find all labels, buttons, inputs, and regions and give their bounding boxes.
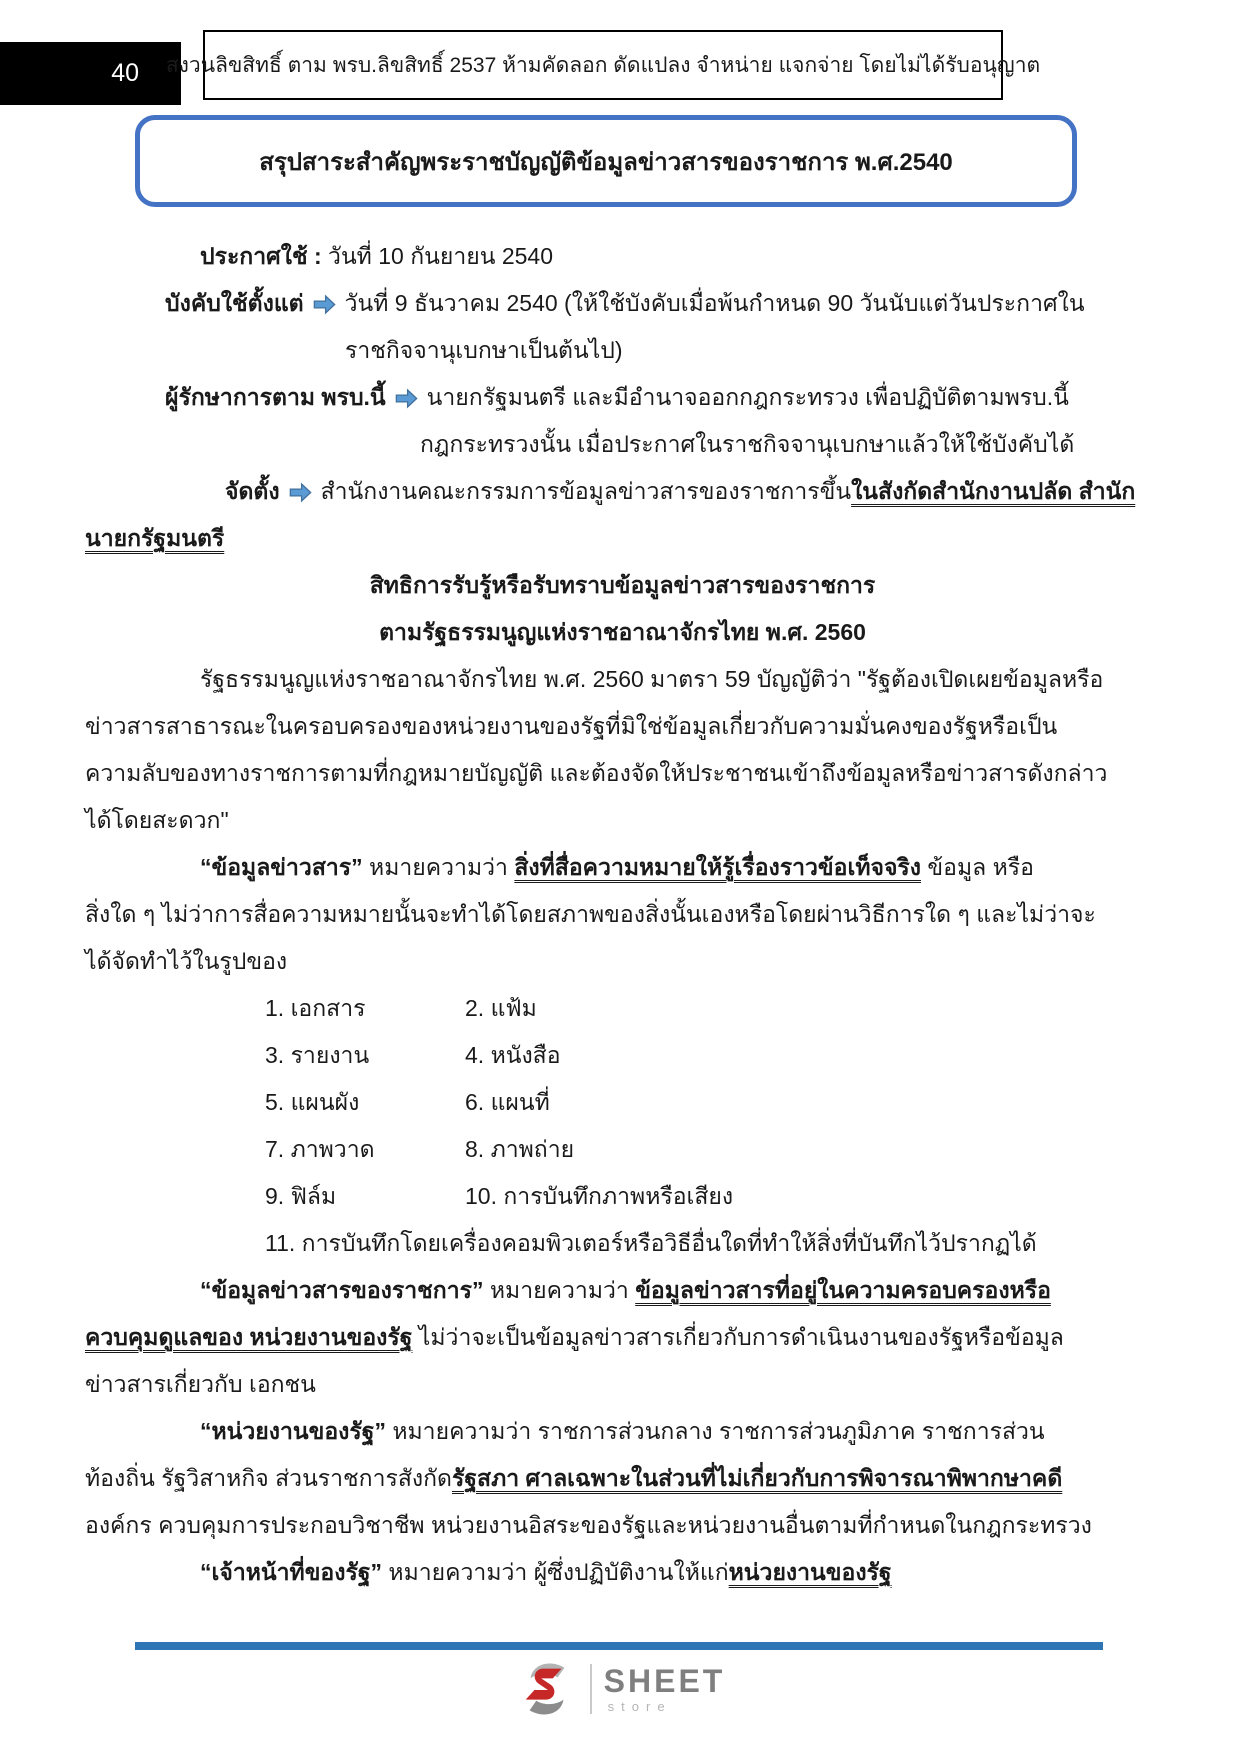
body-line — [85, 750, 1160, 797]
text-run: องค์กร ควบคุมการประกอบวิชาชีพ หน่วยงานอิสระของรัฐและหน่วยงานอื่นตามที่กำหนดในกฎกระทรวง — [85, 1512, 1092, 1538]
list-item: 8. ภาพถ่าย — [465, 1136, 575, 1162]
logo-brand-subtext: store — [607, 1699, 672, 1714]
text-run: รัฐสภา ศาลเฉพาะในส่วนที่ไม่เกี่ยวกับการพิจารณาพิพากษาคดี — [452, 1465, 1063, 1491]
body-line — [85, 327, 1160, 374]
text-run: หน่วยงานของรัฐ — [728, 1559, 892, 1585]
logo-text — [604, 1665, 726, 1713]
list-item: 5. แผนผัง — [265, 1089, 360, 1115]
text-run: “หน่วยงานของรัฐ” — [200, 1418, 386, 1444]
body-line — [85, 421, 1160, 468]
page-number: 40 — [111, 59, 139, 87]
body-line — [85, 1126, 1160, 1173]
text-run: บังคับใช้ตั้งแต่ — [165, 290, 304, 316]
logo-divider — [590, 1664, 592, 1714]
arrow-right-icon — [287, 479, 314, 506]
text-run: สิ่งใด ๆ ไม่ว่าการสื่อความหมายนั้นจะทำได้โดยสภาพของสิ่งนั้นเองหรือโดยผ่านวิธีการใด ๆ และไม่ว่าจะ — [85, 901, 1096, 927]
list-item: 3. รายงาน — [265, 1042, 370, 1068]
body-line — [85, 1032, 1160, 1079]
text-run: รัฐธรรมนูญแห่งราชอาณาจักรไทย พ.ศ. 2560 มาตรา 59 บัญญัติว่า "รัฐต้องเปิดเผยข้อมูลหรือ — [200, 666, 1104, 692]
text-run: ข่าวสารสาธารณะในครอบครองของหน่วยงานของรัฐที่มิใช่ข้อมูลเกี่ยวกับความมั่นคงของรัฐหรือเป็น — [85, 713, 1058, 739]
text-run: ท้องถิ่น รัฐวิสาหกิจ ส่วนราชการสังกัด — [85, 1465, 452, 1491]
arrow-right-icon — [393, 385, 420, 412]
text-run: สำนักงานคณะกรรมการข้อมูลข่าวสารของราชการขึ้น — [320, 478, 852, 504]
list-item: 10. การบันทึกภาพหรือเสียง — [465, 1183, 734, 1209]
text-run: หมายความว่า ผู้ซึ่งปฏิบัติงานให้แก่ — [382, 1559, 729, 1585]
text-run: ไม่ว่าจะเป็นข้อมูลข่าวสารเกี่ยวกับการดำเนินงานของรัฐหรือข้อมูล — [412, 1324, 1064, 1350]
page-number-box — [0, 42, 181, 105]
text-run: ในสังกัดสำนักงานปลัด สำนัก — [851, 478, 1136, 504]
text-run: จัดตั้ง — [225, 478, 280, 504]
body-line — [85, 233, 1160, 280]
text-run: ข้อมูลข่าวสารที่อยู่ในความครอบครองหรือ — [635, 1277, 1051, 1303]
list-item: 4. หนังสือ — [465, 1042, 561, 1068]
list-item: 2. แฟ้ม — [465, 995, 537, 1021]
text-run: ข่าวสารเกี่ยวกับ เอกชน — [85, 1371, 316, 1397]
text-run: “เจ้าหน้าที่ของรัฐ” — [200, 1559, 383, 1585]
text-run: ประกาศใช้ : — [200, 243, 329, 269]
body-line — [85, 797, 1160, 844]
body-line — [85, 1267, 1160, 1314]
text-run: ได้จัดทำไว้ในรูปของ — [85, 948, 288, 974]
text-run: หมายความว่า — [362, 854, 515, 880]
text-run: สิทธิการรับรู้หรือรับทราบข้อมูลข่าวสารของราชการ — [369, 572, 876, 598]
document-body — [85, 233, 1160, 1596]
text-run: 11. การบันทึกโดยเครื่องคอมพิวเตอร์หรือวิธีอื่นใดที่ทำให้สิ่งที่บันทึกไว้ปรากฏได้ — [265, 1230, 1037, 1256]
body-line — [85, 938, 1160, 985]
body-line — [85, 656, 1160, 703]
page-title: สรุปสาระสำคัญพระราชบัญญัติข้อมูลข่าวสารของราชการ พ.ศ.2540 — [259, 148, 953, 176]
text-run: ได้โดยสะดวก" — [85, 807, 229, 833]
body-line — [85, 515, 1160, 562]
body-line — [85, 985, 1160, 1032]
logo-brand-text: SHEET — [603, 1663, 726, 1699]
body-line — [85, 1549, 1160, 1596]
body-line — [85, 1314, 1160, 1361]
body-line — [85, 562, 1160, 609]
body-line — [85, 609, 1160, 656]
list-item: 7. ภาพวาด — [265, 1136, 375, 1162]
body-line — [85, 374, 1160, 421]
text-run: กฎกระทรวงนั้น เมื่อประกาศในราชกิจจานุเบกษาแล้วให้ใช้บังคับได้ — [420, 431, 1075, 457]
text-run: หมายความว่า ราชการส่วนกลาง ราชการส่วนภูมิภาค ราชการส่วน — [385, 1418, 1045, 1444]
text-run: นายกรัฐมนตรี — [85, 525, 225, 551]
body-line — [85, 1502, 1160, 1549]
text-run: “ข้อมูลข่าวสารของราชการ” — [200, 1277, 484, 1303]
text-run: ผู้รักษาการตาม พรบ.นี้ — [165, 384, 386, 410]
body-line — [85, 468, 1160, 515]
copyright-notice-box — [165, 30, 1041, 100]
body-line — [85, 1173, 1160, 1220]
list-item: 1. เอกสาร — [265, 995, 366, 1021]
text-run: สิ่งที่สื่อความหมายให้รู้เรื่องราวข้อเท็จจริง — [514, 854, 922, 880]
text-run: ควบคุมดูแลของ หน่วยงานของรัฐ — [85, 1324, 413, 1350]
title-box — [135, 115, 1077, 207]
text-run: ความลับของทางราชการตามที่กฎหมายบัญญัติ และต้องจัดให้ประชาชนเข้าถึงข้อมูลหรือข่าวสารดังกล่าว — [85, 760, 1108, 786]
body-line — [85, 1079, 1160, 1126]
text-run: ตามรัฐธรรมนูญแห่งราชอาณาจักรไทย พ.ศ. 2560 — [379, 619, 866, 645]
text-run: นายกรัฐมนตรี และมีอำนาจออกกฎกระทรวง เพื่อปฏิบัติตามพรบ.นี้ — [426, 384, 1069, 410]
arrow-right-icon — [311, 291, 338, 318]
text-run: “ข้อมูลข่าวสาร” — [200, 854, 363, 880]
list-item: 6. แผนที่ — [465, 1089, 550, 1115]
body-line — [85, 844, 1160, 891]
body-line — [85, 1361, 1160, 1408]
body-line — [85, 1455, 1160, 1502]
body-line — [85, 1408, 1160, 1455]
copyright-text: สงวนลิขสิทธิ์ ตาม พรบ.ลิขสิทธิ์ 2537 ห้ามคัดลอก ดัดแปลง จำหน่าย แจกจ่าย โดยไม่ได้รับอนุญาต — [165, 53, 1041, 77]
logo-s-icon — [516, 1658, 578, 1720]
body-line — [85, 1220, 1160, 1267]
text-run: วันที่ 10 กันยายน 2540 — [328, 243, 553, 269]
body-line — [85, 703, 1160, 750]
sheet-store-logo — [0, 1658, 1241, 1720]
body-line — [85, 280, 1160, 327]
text-run: ราชกิจจานุเบกษาเป็นต้นไป) — [345, 337, 623, 363]
body-line — [85, 891, 1160, 938]
text-run: ข้อมูล หรือ — [921, 854, 1034, 880]
text-run: หมายความว่า — [483, 1277, 636, 1303]
footer-divider-bar — [135, 1642, 1103, 1650]
list-item: 9. ฟิล์ม — [265, 1183, 337, 1209]
text-run: วันที่ 9 ธันวาคม 2540 (ให้ใช้บังคับเมื่อพ้นกำหนด 90 วันนับแต่วันประกาศใน — [344, 290, 1085, 316]
